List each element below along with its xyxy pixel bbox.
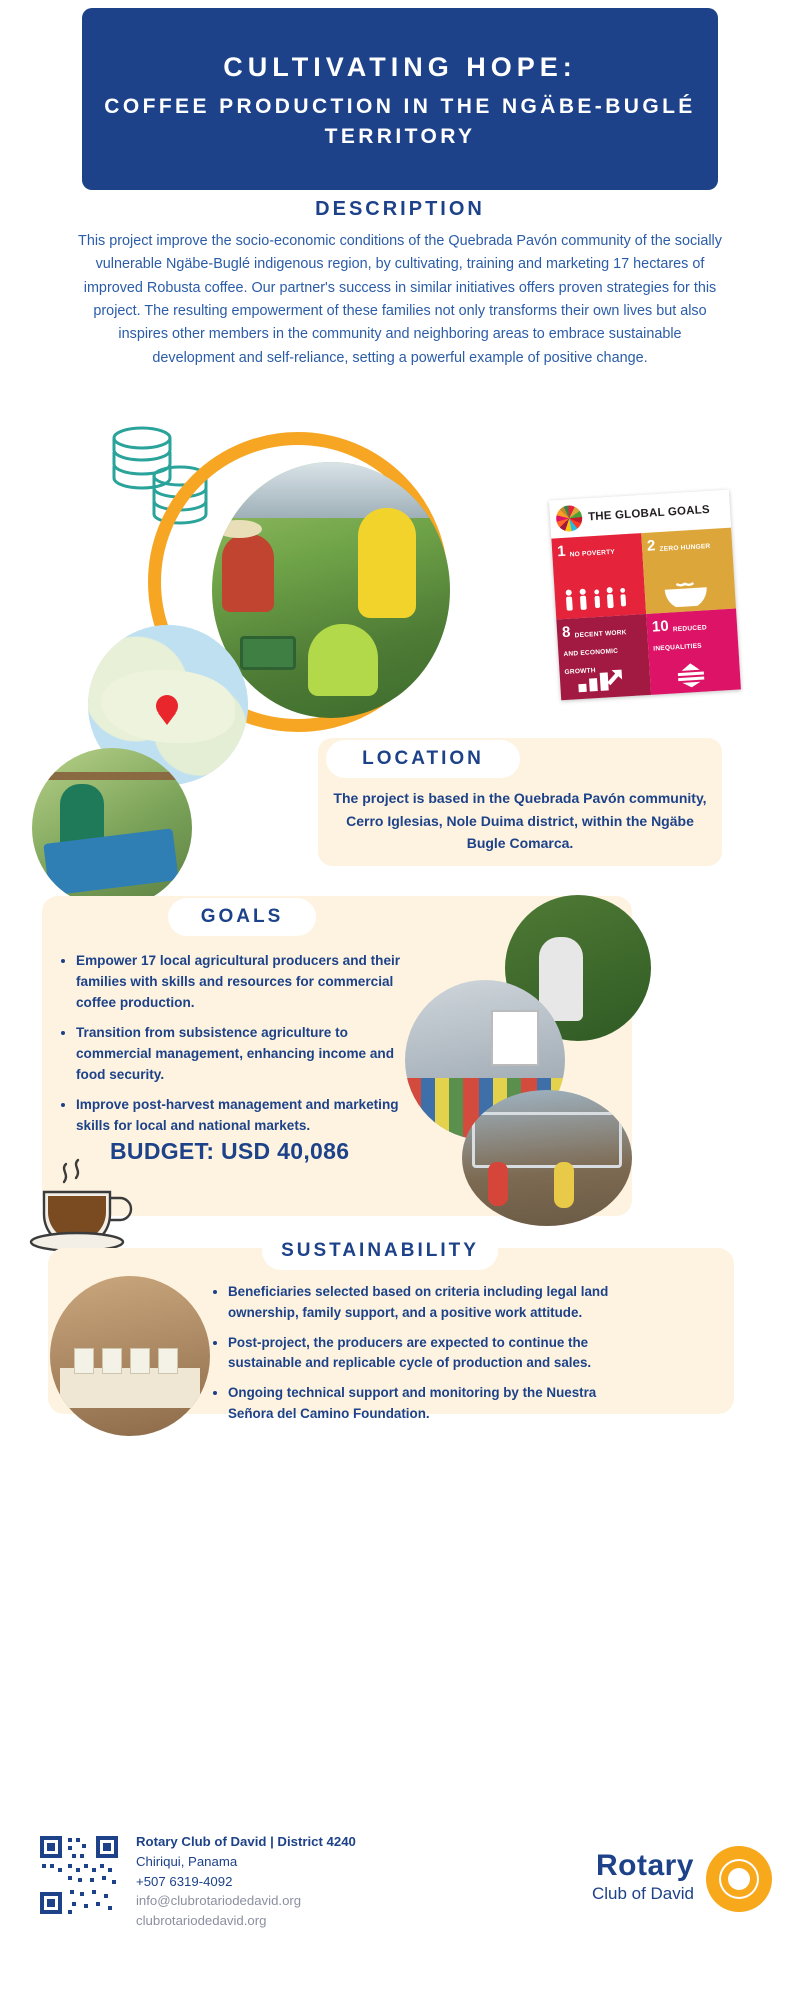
footer-place: Chiriqui, Panama [136,1853,238,1869]
sdg-goal-10 [646,608,741,694]
sdg-goal-2-icon [650,578,721,608]
sdg-goal-10-icon [655,659,726,689]
footer-website[interactable]: clubrotariodedavid.org [136,1913,267,1929]
location-body: The project is based in the Quebrada Pavón community, Cerro Iglesias, Nole Duima district, within the Ngäbe Bugle Comarca. [333,790,707,852]
rotary-brand-name: Rotary [595,1849,694,1883]
photo-woman-drying-tarp [32,748,192,908]
list-item: • Beneficiaries selected based on criteria including legal land ownership, family support, and a positive work attitude. [228,1282,616,1324]
list-item: • Ongoing technical support and monitoring by the Nuestra Señora del Camino Foundation. [228,1383,616,1425]
photo-supply-distribution [50,1276,210,1436]
sdg-goal-1-number: 1 [556,542,567,561]
global-goals-panel [549,490,741,701]
sdg-goal-10-label: REDUCED INEQUALITIES [653,624,708,653]
sdg-goal-1 [551,533,646,619]
sdg-goal-2 [641,528,736,614]
budget-amount: BUDGET: USD 40,086 [110,1138,350,1164]
list-item: • Improve post-harvest management and marketing skills for local and national markets. [76,1094,406,1136]
list-item: • Transition from subsistence agriculture to commercial management, enhancing income and food security. [76,1022,406,1085]
sdg-goal-8-label: DECENT WORK AND ECONOMIC GROWTH [563,629,627,677]
sdg-goal-2-number: 2 [646,537,656,555]
sdg-goal-10-number: 10 [651,617,670,636]
rotary-wheel-icon [706,1846,772,1912]
rotary-club-name: Club of David [591,1884,694,1904]
page-subtitle: COFFEE PRODUCTION IN THE NGÄBE-BUGLÉ TERRITORY [104,95,696,149]
map-pin-icon [156,695,178,723]
goals-heading: GOALS [168,898,316,936]
sdg-goal-1-icon [560,584,631,614]
sdg-goal-8-number: 8 [561,623,571,642]
rotary-logo [512,1840,772,1918]
description-body: This project improve the socio-economic conditions of the Quebrada Pavón community of the socially vulnerable Ngäbe-Buglé indigenous region, by cultivating, training and marketing 17 hectares of improved Robusta coffee. Our partner's success in similar initiatives offers proven strategies for this project. The resulting empowerment of these families not only transforms their own lives but also inspires other members in the community and neighboring areas to embrace sustainable development and self-reliance, setting a powerful example of positive change. [78,233,722,366]
photo-greenhouse-build [462,1090,632,1226]
sdg-wheel-icon [555,505,583,533]
footer-email[interactable]: info@clubrotariodedavid.org [136,1893,302,1909]
location-heading: LOCATION [326,740,520,778]
goals-list [76,950,406,1146]
list-item: • Empower 17 local agricultural producers and their families with skills and resources for commercial coffee production. [76,950,406,1013]
coffee-cup-icon [22,1158,150,1258]
qr-code[interactable] [38,1834,120,1916]
sdg-goal-1-label: NO POVERTY [569,548,616,559]
list-item: • Post-project, the producers are expected to continue the sustainable and replicable cycle of production and sales. [228,1333,616,1375]
sustainability-list [228,1282,616,1434]
page-title: CULTIVATING HOPE: [223,52,577,82]
sdg-goal-2-label: ZERO HUNGER [659,542,711,554]
sustainability-heading: SUSTAINABILITY [262,1232,498,1270]
sdg-goal-8 [556,614,651,700]
footer-contact [136,1832,496,1931]
sdg-goal-8-icon [565,665,636,695]
global-goals-title: THE GLOBAL GOALS [587,503,711,524]
footer-phone[interactable]: +507 6319-4092 [136,1873,233,1889]
footer-org: Rotary Club of David | District 4240 [136,1834,356,1849]
description-heading: DESCRIPTION [315,198,485,220]
